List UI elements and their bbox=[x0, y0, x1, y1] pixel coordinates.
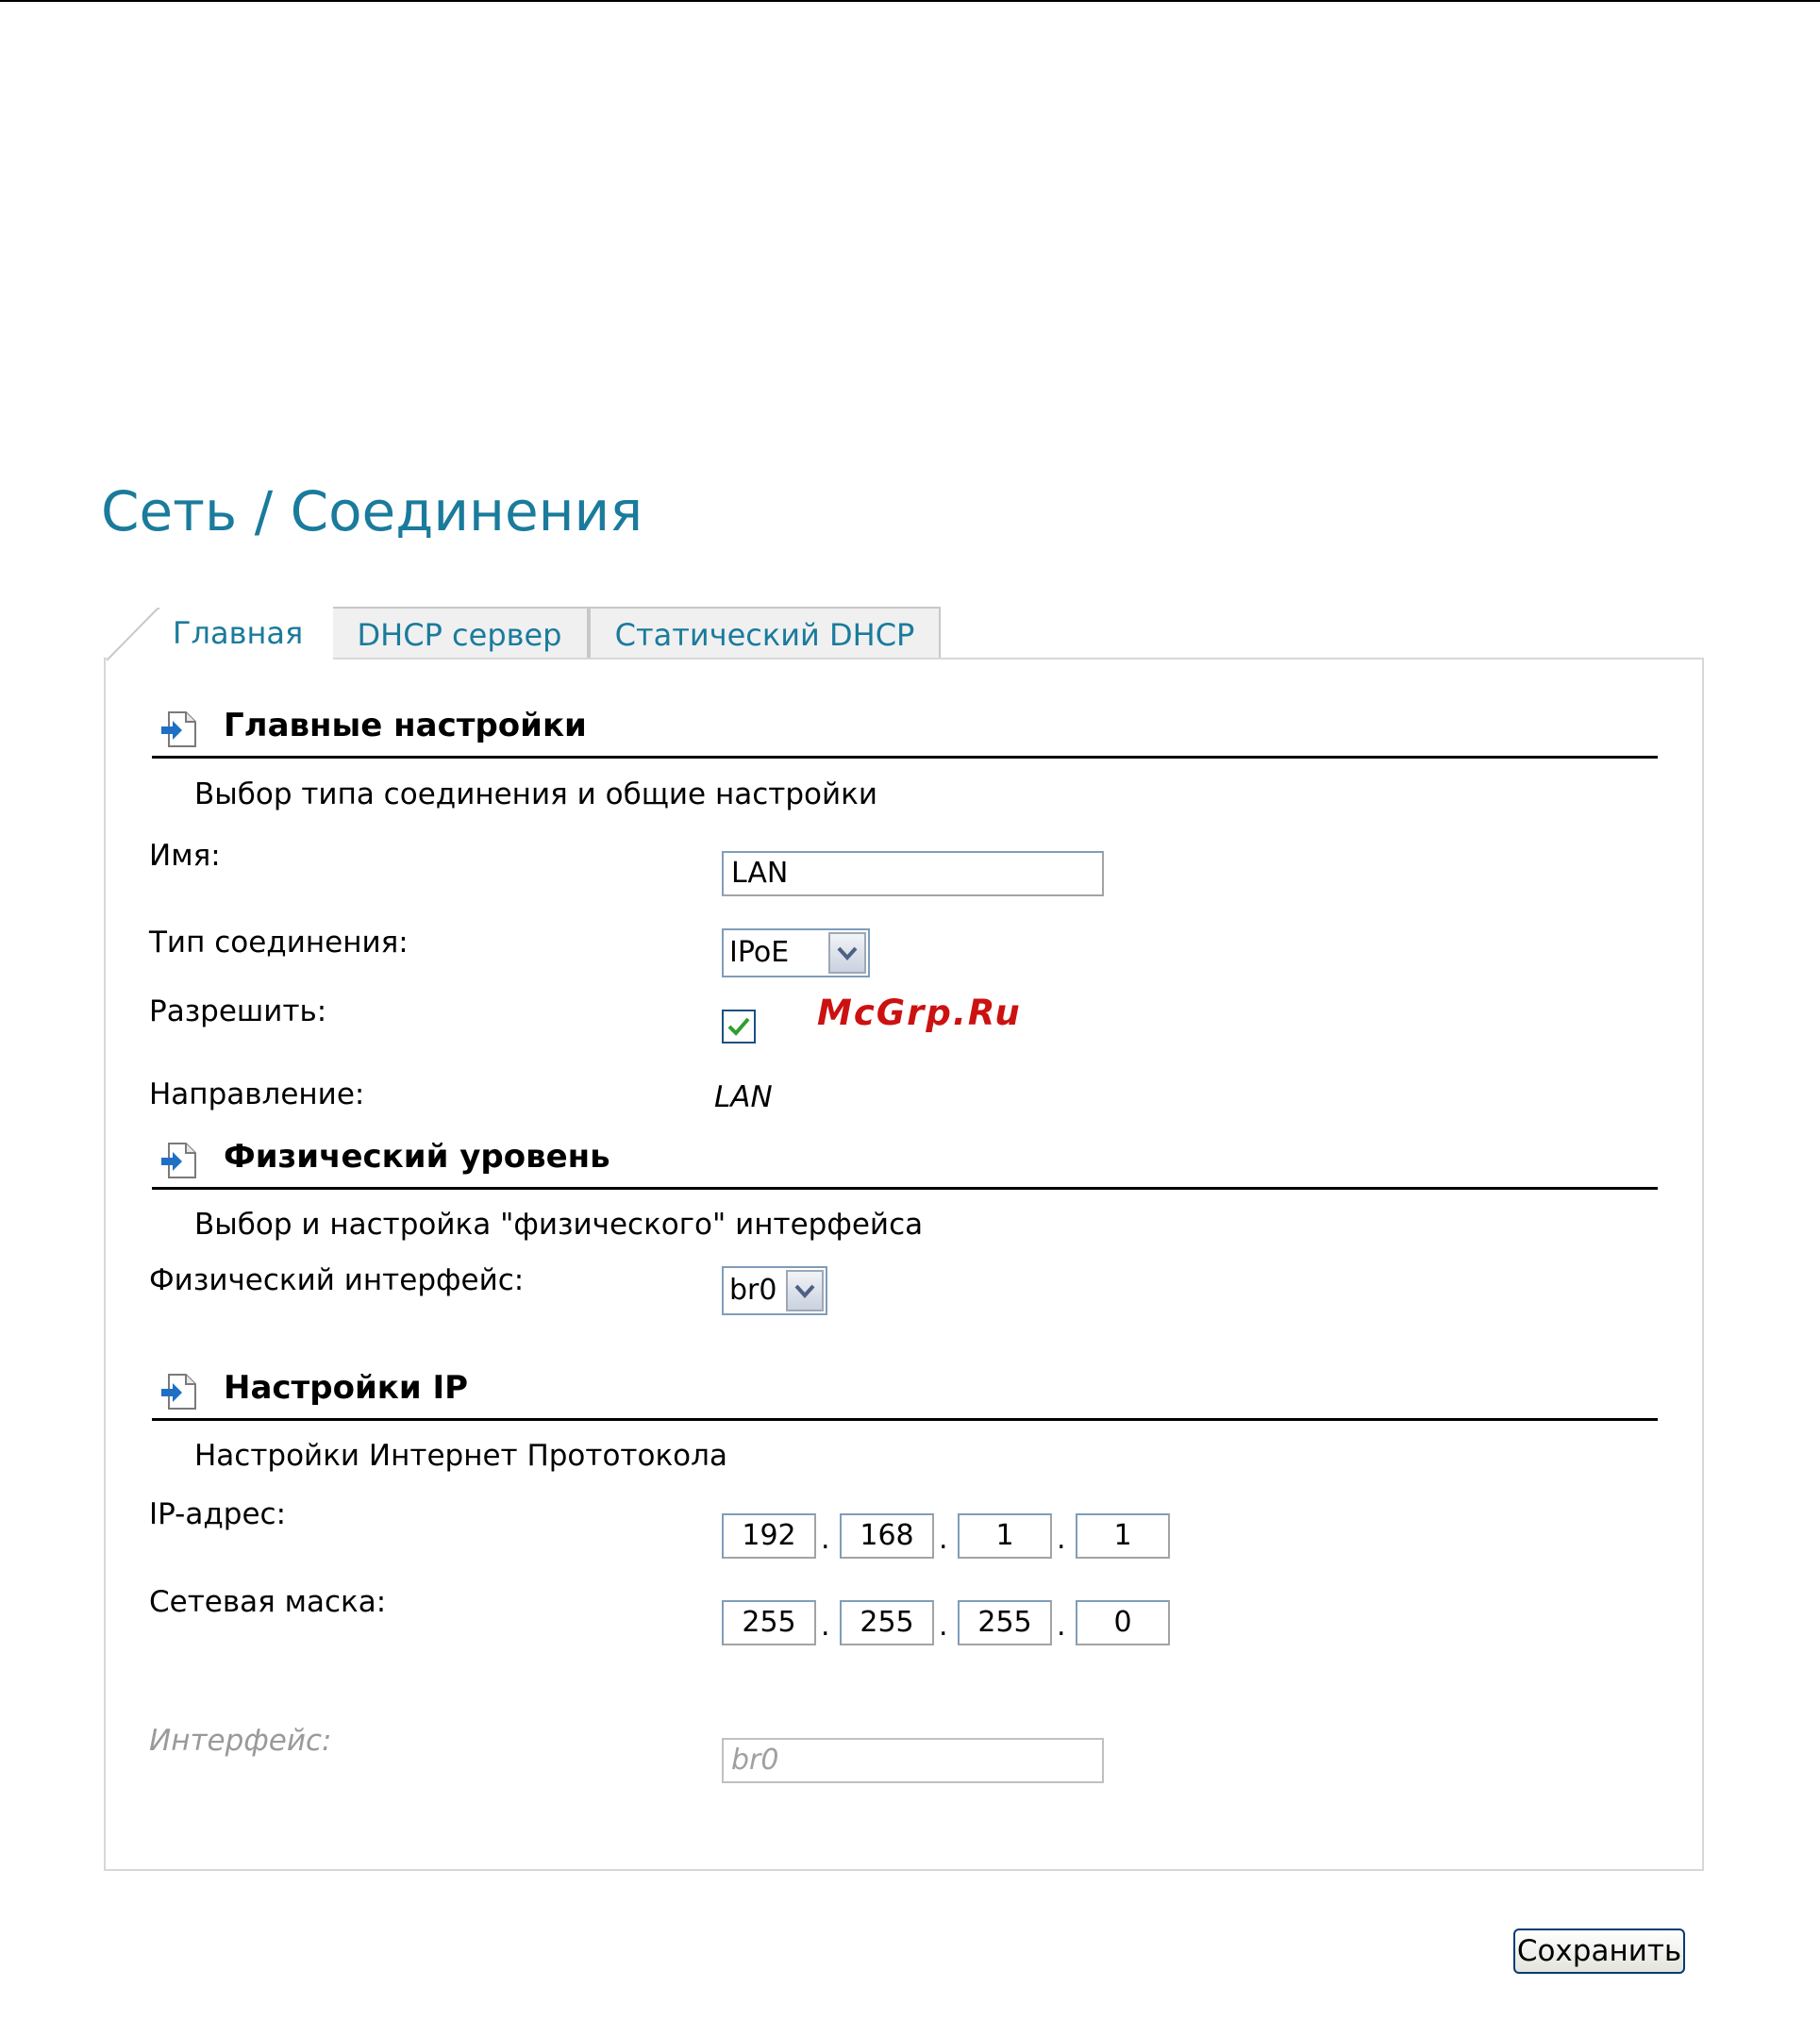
mask-octet-4[interactable]: 0 bbox=[1076, 1600, 1170, 1645]
ip-octet-4[interactable]: 1 bbox=[1076, 1513, 1170, 1559]
interface-input: br0 bbox=[722, 1738, 1104, 1783]
ip-dot-separator: . bbox=[821, 1523, 830, 1556]
checkmark-icon bbox=[726, 1014, 751, 1039]
ip-address-label: IP-адрес: bbox=[149, 1497, 287, 1531]
interface-label: Интерфейс: bbox=[149, 1724, 332, 1758]
mask-octet-3[interactable]: 255 bbox=[958, 1600, 1052, 1645]
tab-dhcp-server[interactable] bbox=[330, 607, 589, 660]
connection-type-value: IPoE bbox=[729, 936, 790, 969]
section-physical-description: Выбор и настройка "физического" интерфейса bbox=[194, 1208, 924, 1242]
chevron-down-icon[interactable] bbox=[828, 932, 866, 974]
section-physical-header bbox=[152, 1132, 1661, 1189]
connection-type-label: Тип соединения: bbox=[149, 926, 409, 960]
section-main-title: Главные настройки bbox=[224, 707, 587, 744]
ip-octet-1[interactable]: 192 bbox=[722, 1513, 816, 1559]
top-border bbox=[0, 0, 1820, 2]
tab-dhcp-server-label: DHCP сервер bbox=[357, 617, 562, 653]
direction-label: Направление: bbox=[149, 1077, 365, 1111]
mask-octet-1[interactable]: 255 bbox=[722, 1600, 816, 1645]
page-arrow-icon bbox=[161, 710, 197, 748]
tab-main[interactable] bbox=[107, 607, 333, 660]
watermark-text: McGrp.Ru bbox=[817, 993, 1022, 1033]
direction-value: LAN bbox=[714, 1080, 773, 1114]
name-input[interactable]: LAN bbox=[722, 851, 1104, 896]
physical-interface-select[interactable] bbox=[722, 1266, 827, 1315]
mask-octet-2[interactable]: 255 bbox=[840, 1600, 934, 1645]
section-physical-title: Физический уровень bbox=[224, 1138, 610, 1176]
section-ip-title: Настройки IP bbox=[224, 1369, 469, 1407]
section-main-header bbox=[152, 701, 1661, 758]
enable-checkbox[interactable] bbox=[722, 1010, 756, 1044]
name-label: Имя: bbox=[149, 839, 221, 873]
ip-dot-separator: . bbox=[939, 1523, 948, 1556]
mask-dot-separator: . bbox=[821, 1610, 830, 1643]
netmask-label: Сетевая маска: bbox=[149, 1585, 387, 1619]
chevron-down-icon[interactable] bbox=[786, 1270, 824, 1311]
tab-static-dhcp[interactable] bbox=[589, 607, 941, 660]
ip-octet-3[interactable]: 1 bbox=[958, 1513, 1052, 1559]
page-arrow-icon bbox=[161, 1142, 197, 1179]
section-ip-description: Настройки Интернет Прототокола bbox=[194, 1439, 727, 1473]
section-main-divider bbox=[152, 756, 1658, 759]
tab-static-dhcp-label: Статический DHCP bbox=[614, 617, 915, 653]
section-ip-divider bbox=[152, 1418, 1658, 1421]
section-main-description: Выбор типа соединения и общие настройки bbox=[194, 777, 877, 811]
save-button[interactable]: Сохранить bbox=[1513, 1928, 1685, 1974]
mask-dot-separator: . bbox=[939, 1610, 948, 1643]
page-title: Сеть / Соединения bbox=[101, 479, 643, 543]
physical-interface-label: Физический интерфейс: bbox=[149, 1263, 525, 1297]
page-arrow-icon bbox=[161, 1373, 197, 1411]
section-physical-divider bbox=[152, 1187, 1658, 1190]
tab-bar bbox=[107, 607, 956, 660]
ip-dot-separator: . bbox=[1057, 1523, 1066, 1556]
mask-dot-separator: . bbox=[1057, 1610, 1066, 1643]
enable-label: Разрешить: bbox=[149, 994, 327, 1028]
connection-type-select[interactable] bbox=[722, 928, 870, 977]
physical-interface-value: br0 bbox=[729, 1274, 777, 1307]
tab-slant-decoration bbox=[107, 607, 159, 661]
tab-main-label: Главная bbox=[173, 615, 304, 651]
section-ip-header bbox=[152, 1363, 1661, 1420]
ip-octet-2[interactable]: 168 bbox=[840, 1513, 934, 1559]
